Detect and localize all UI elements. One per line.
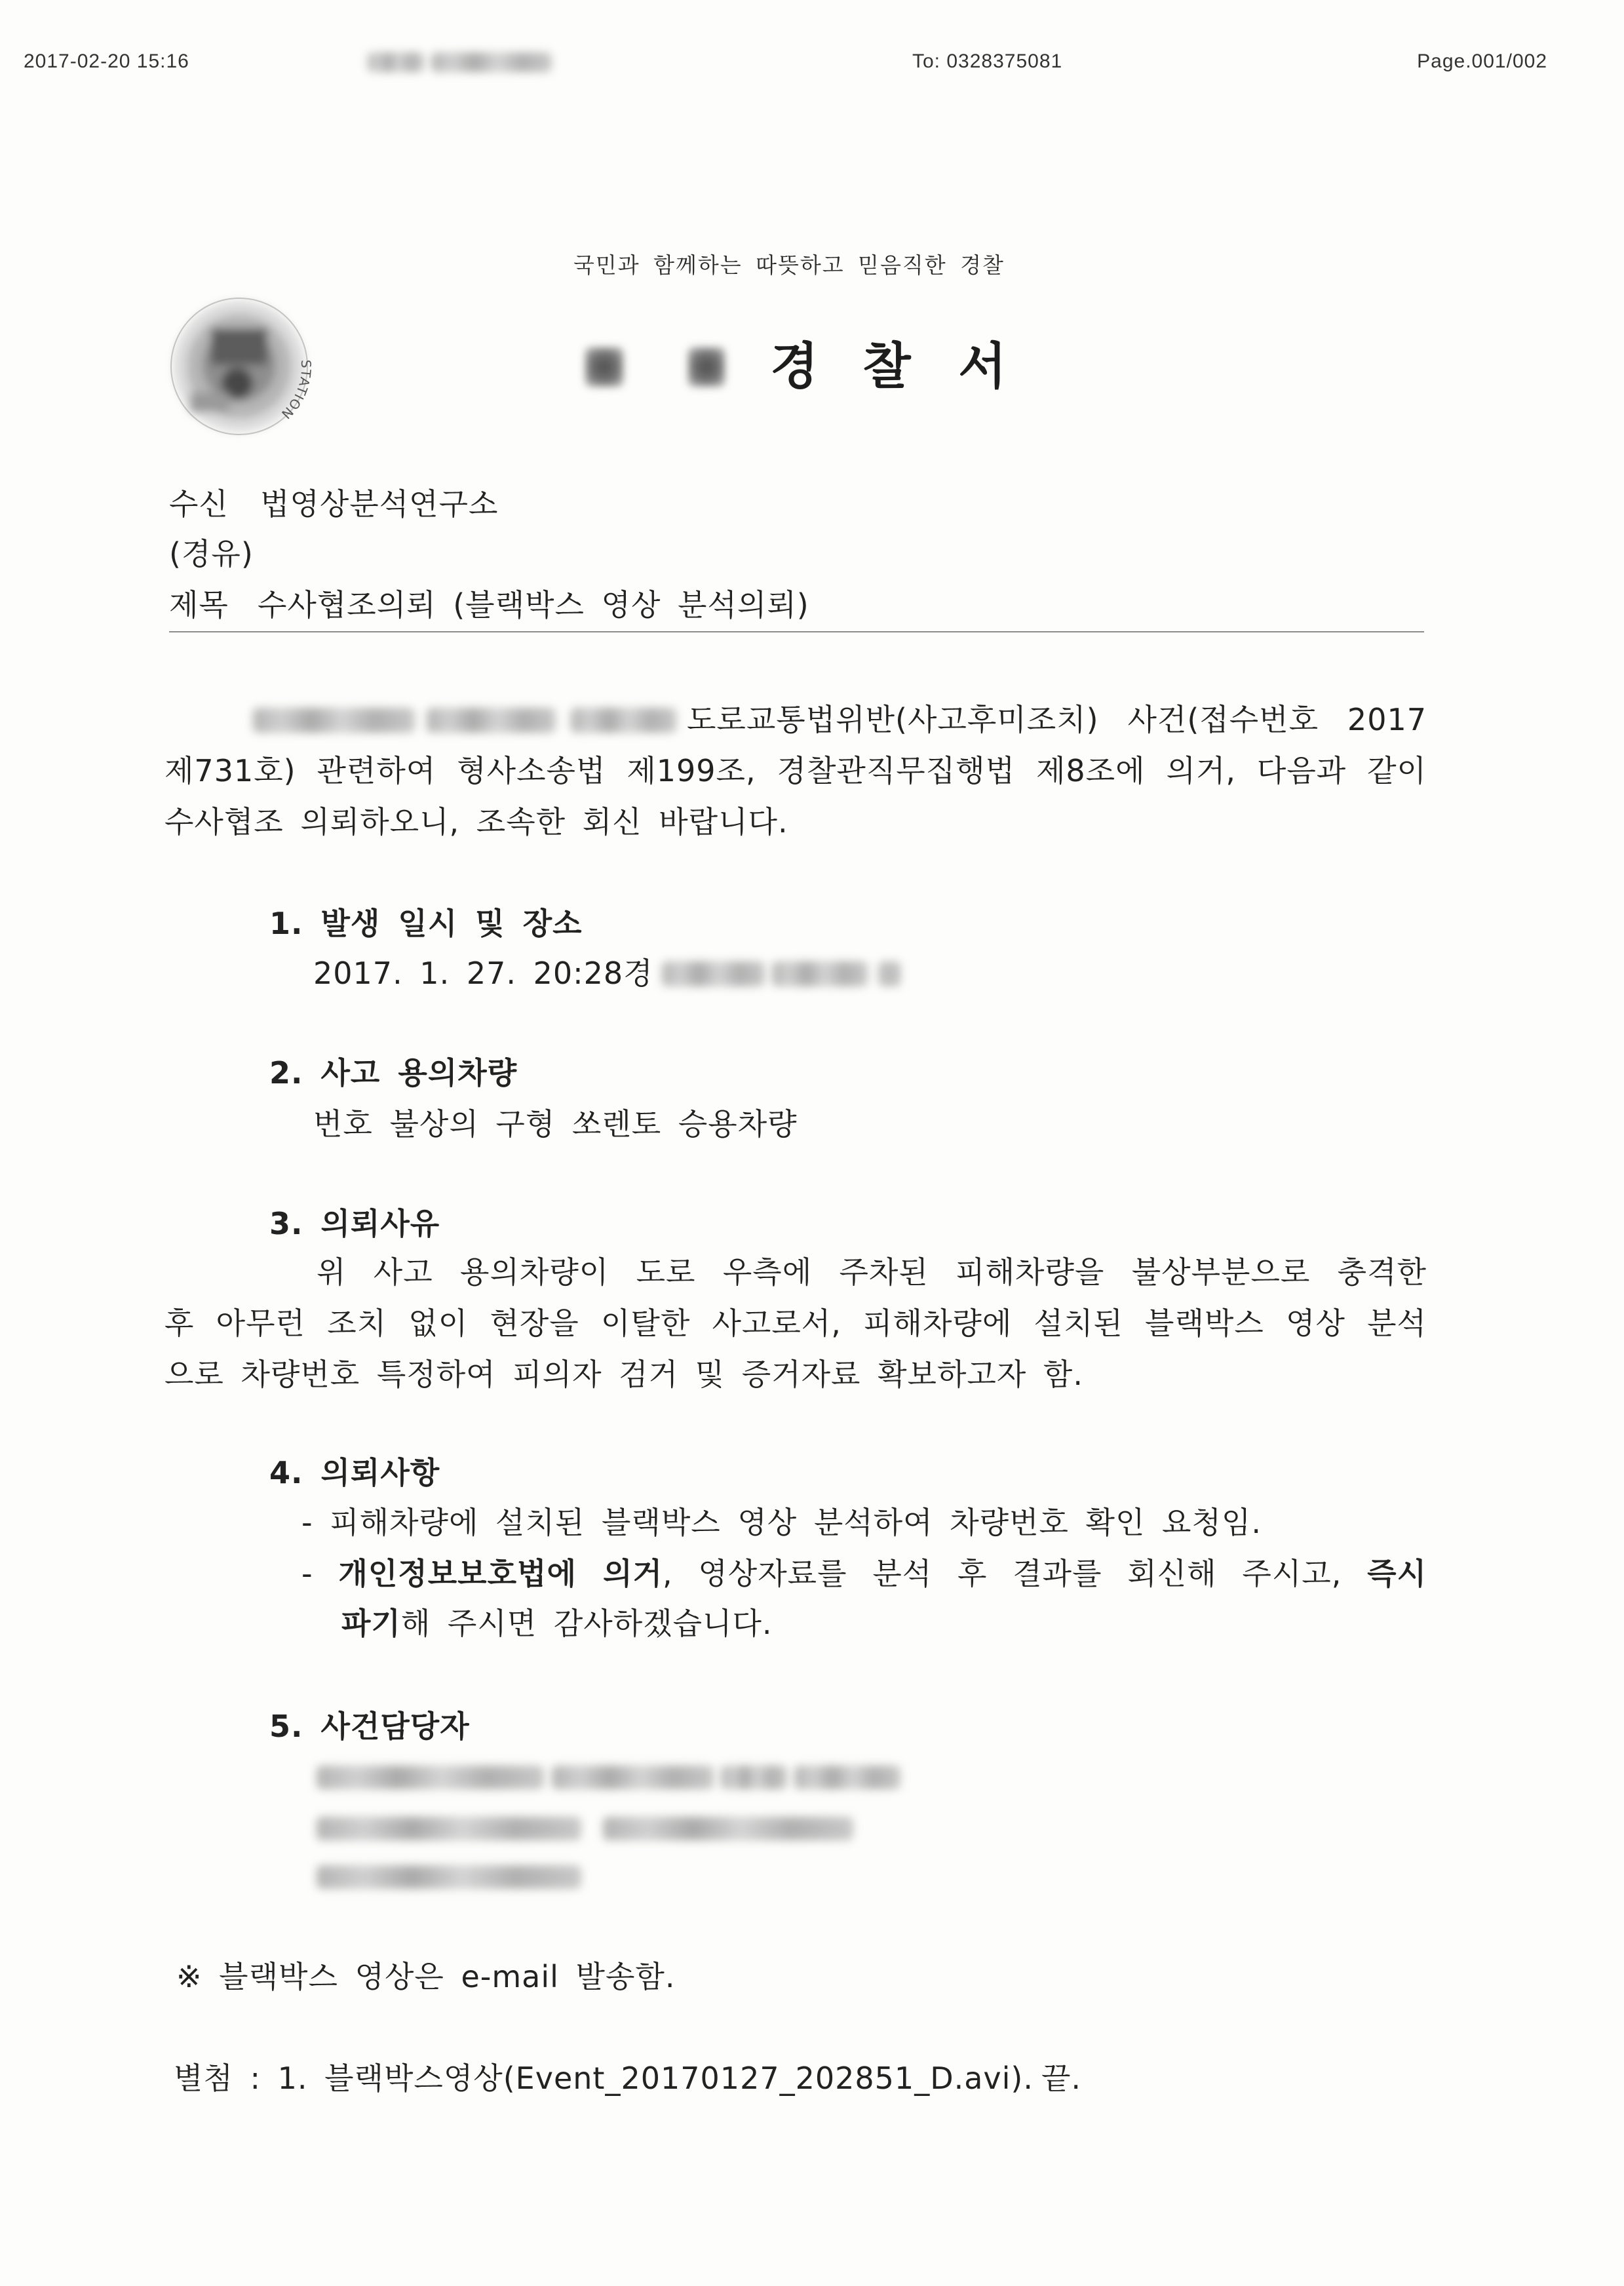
section-1-datetime: 2017. 1. 27. 20:28경: [313, 956, 653, 991]
redacted-officer-name: [794, 1766, 900, 1789]
recipient-label: 수신: [169, 486, 229, 522]
redacted-sender-number: [368, 52, 424, 72]
fax-timestamp: 2017-02-20 15:16: [24, 50, 189, 72]
intro-line-1: 도로교통법위반(사고후미조치) 사건(접수번호 2017: [687, 702, 1427, 737]
section-2-vehicle: 번호 불상의 구형 쏘렌토 승용차량: [313, 1106, 798, 1142]
title-char-2: 찰: [862, 337, 911, 395]
police-emblem-logo: [164, 288, 321, 445]
privacy-law-emphasis: 개인정보보호법에 의거: [338, 1556, 663, 1591]
redacted-station-name-1: [585, 347, 623, 387]
section-3-line-3: 으로 차량번호 특정하여 피의자 검거 및 증거자료 확보하고자 함.: [164, 1357, 1083, 1392]
subject-value: 수사협조의뢰 (블랙박스 영상 분석의뢰): [258, 587, 809, 623]
via-label: (경유): [169, 536, 254, 572]
redacted-location-2: [772, 961, 868, 986]
request-item-2-closing: 해 주시면 감사하겠습니다.: [400, 1606, 773, 1641]
title-char-1: 경: [770, 337, 819, 395]
header-divider: [169, 631, 1424, 632]
recipient-value: 법영상분석연구소: [260, 486, 499, 522]
section-2-heading: 2. 사고 용의차량: [269, 1055, 518, 1091]
destroy-emphasis: 파기: [341, 1606, 401, 1641]
subject-label: 제목: [169, 587, 229, 623]
intro-line-2: 제731호) 관련하여 형사소송법 제199조, 경찰관직무집행법 제8조에 의거, 다음과 같이: [164, 753, 1427, 788]
title-char-3: 서: [958, 337, 1007, 395]
redacted-station-name-2: [688, 347, 725, 387]
emblem-lettering-path: STATION: [278, 359, 315, 423]
request-item-1: [301, 1504, 1262, 1541]
redacted-officer-phone-1: [317, 1817, 581, 1840]
redacted-case-party-3: [571, 708, 676, 733]
end-mark: 끝.: [1041, 2061, 1082, 2096]
redacted-officer-dept-3: [721, 1766, 787, 1789]
redacted-officer-fax: [317, 1865, 581, 1889]
request-item-2-line-1: [301, 1555, 1427, 1592]
redacted-case-party-2: [427, 708, 556, 733]
request-item-2-line-2: [341, 1605, 773, 1642]
immediate-emphasis: 즉시: [1367, 1556, 1427, 1591]
fax-recipient-number: To: 0328375081: [912, 50, 1063, 72]
bullet-dash: -: [301, 1556, 313, 1591]
redacted-officer-dept-1: [317, 1766, 544, 1789]
redacted-location-3: [878, 961, 900, 986]
email-note: ※ 블랙박스 영상은 e-mail 발송함.: [176, 1959, 676, 1994]
redacted-officer-phone-2: [603, 1817, 853, 1840]
redacted-sender-name: [431, 52, 552, 72]
request-item-1-text: 피해차량에 설치된 블랙박스 영상 분석하여 차량번호 확인 요청임.: [330, 1505, 1262, 1540]
section-3-line-2: 후 아무런 조치 없이 현장을 이탈한 사고로서, 피해차량에 설치된 블랙박스 영상 분석: [164, 1306, 1427, 1341]
redacted-case-party-1: [253, 708, 415, 733]
bullet-dash: -: [301, 1505, 313, 1540]
request-item-2-text: , 영상자료를 분석 후 결과를 회신해 주시고,: [662, 1556, 1368, 1591]
redacted-location-1: [662, 961, 765, 986]
fax-page-counter: Page.001/002: [1417, 50, 1547, 72]
section-5-heading: 5. 사건담당자: [269, 1709, 470, 1744]
section-3-line-1: 위 사고 용의차량이 도로 우측에 주차된 피해차량을 불상부분으로 충격한: [317, 1254, 1427, 1290]
redacted-officer-dept-2: [552, 1766, 714, 1789]
section-4-heading: 4. 의뢰사항: [269, 1455, 440, 1490]
intro-line-3: 수사협조 의뢰하오니, 조속한 회신 바랍니다.: [164, 804, 788, 840]
section-3-heading: 3. 의뢰사유: [269, 1206, 440, 1241]
section-1-heading: 1. 발생 일시 및 장소: [269, 906, 583, 941]
police-slogan: 국민과 함께하는 따뜻하고 믿음직한 경찰: [573, 252, 1005, 278]
attachment-line: 별첨 : 1. 블랙박스영상(Event_20170127_202851_D.avi).: [174, 2061, 1034, 2096]
